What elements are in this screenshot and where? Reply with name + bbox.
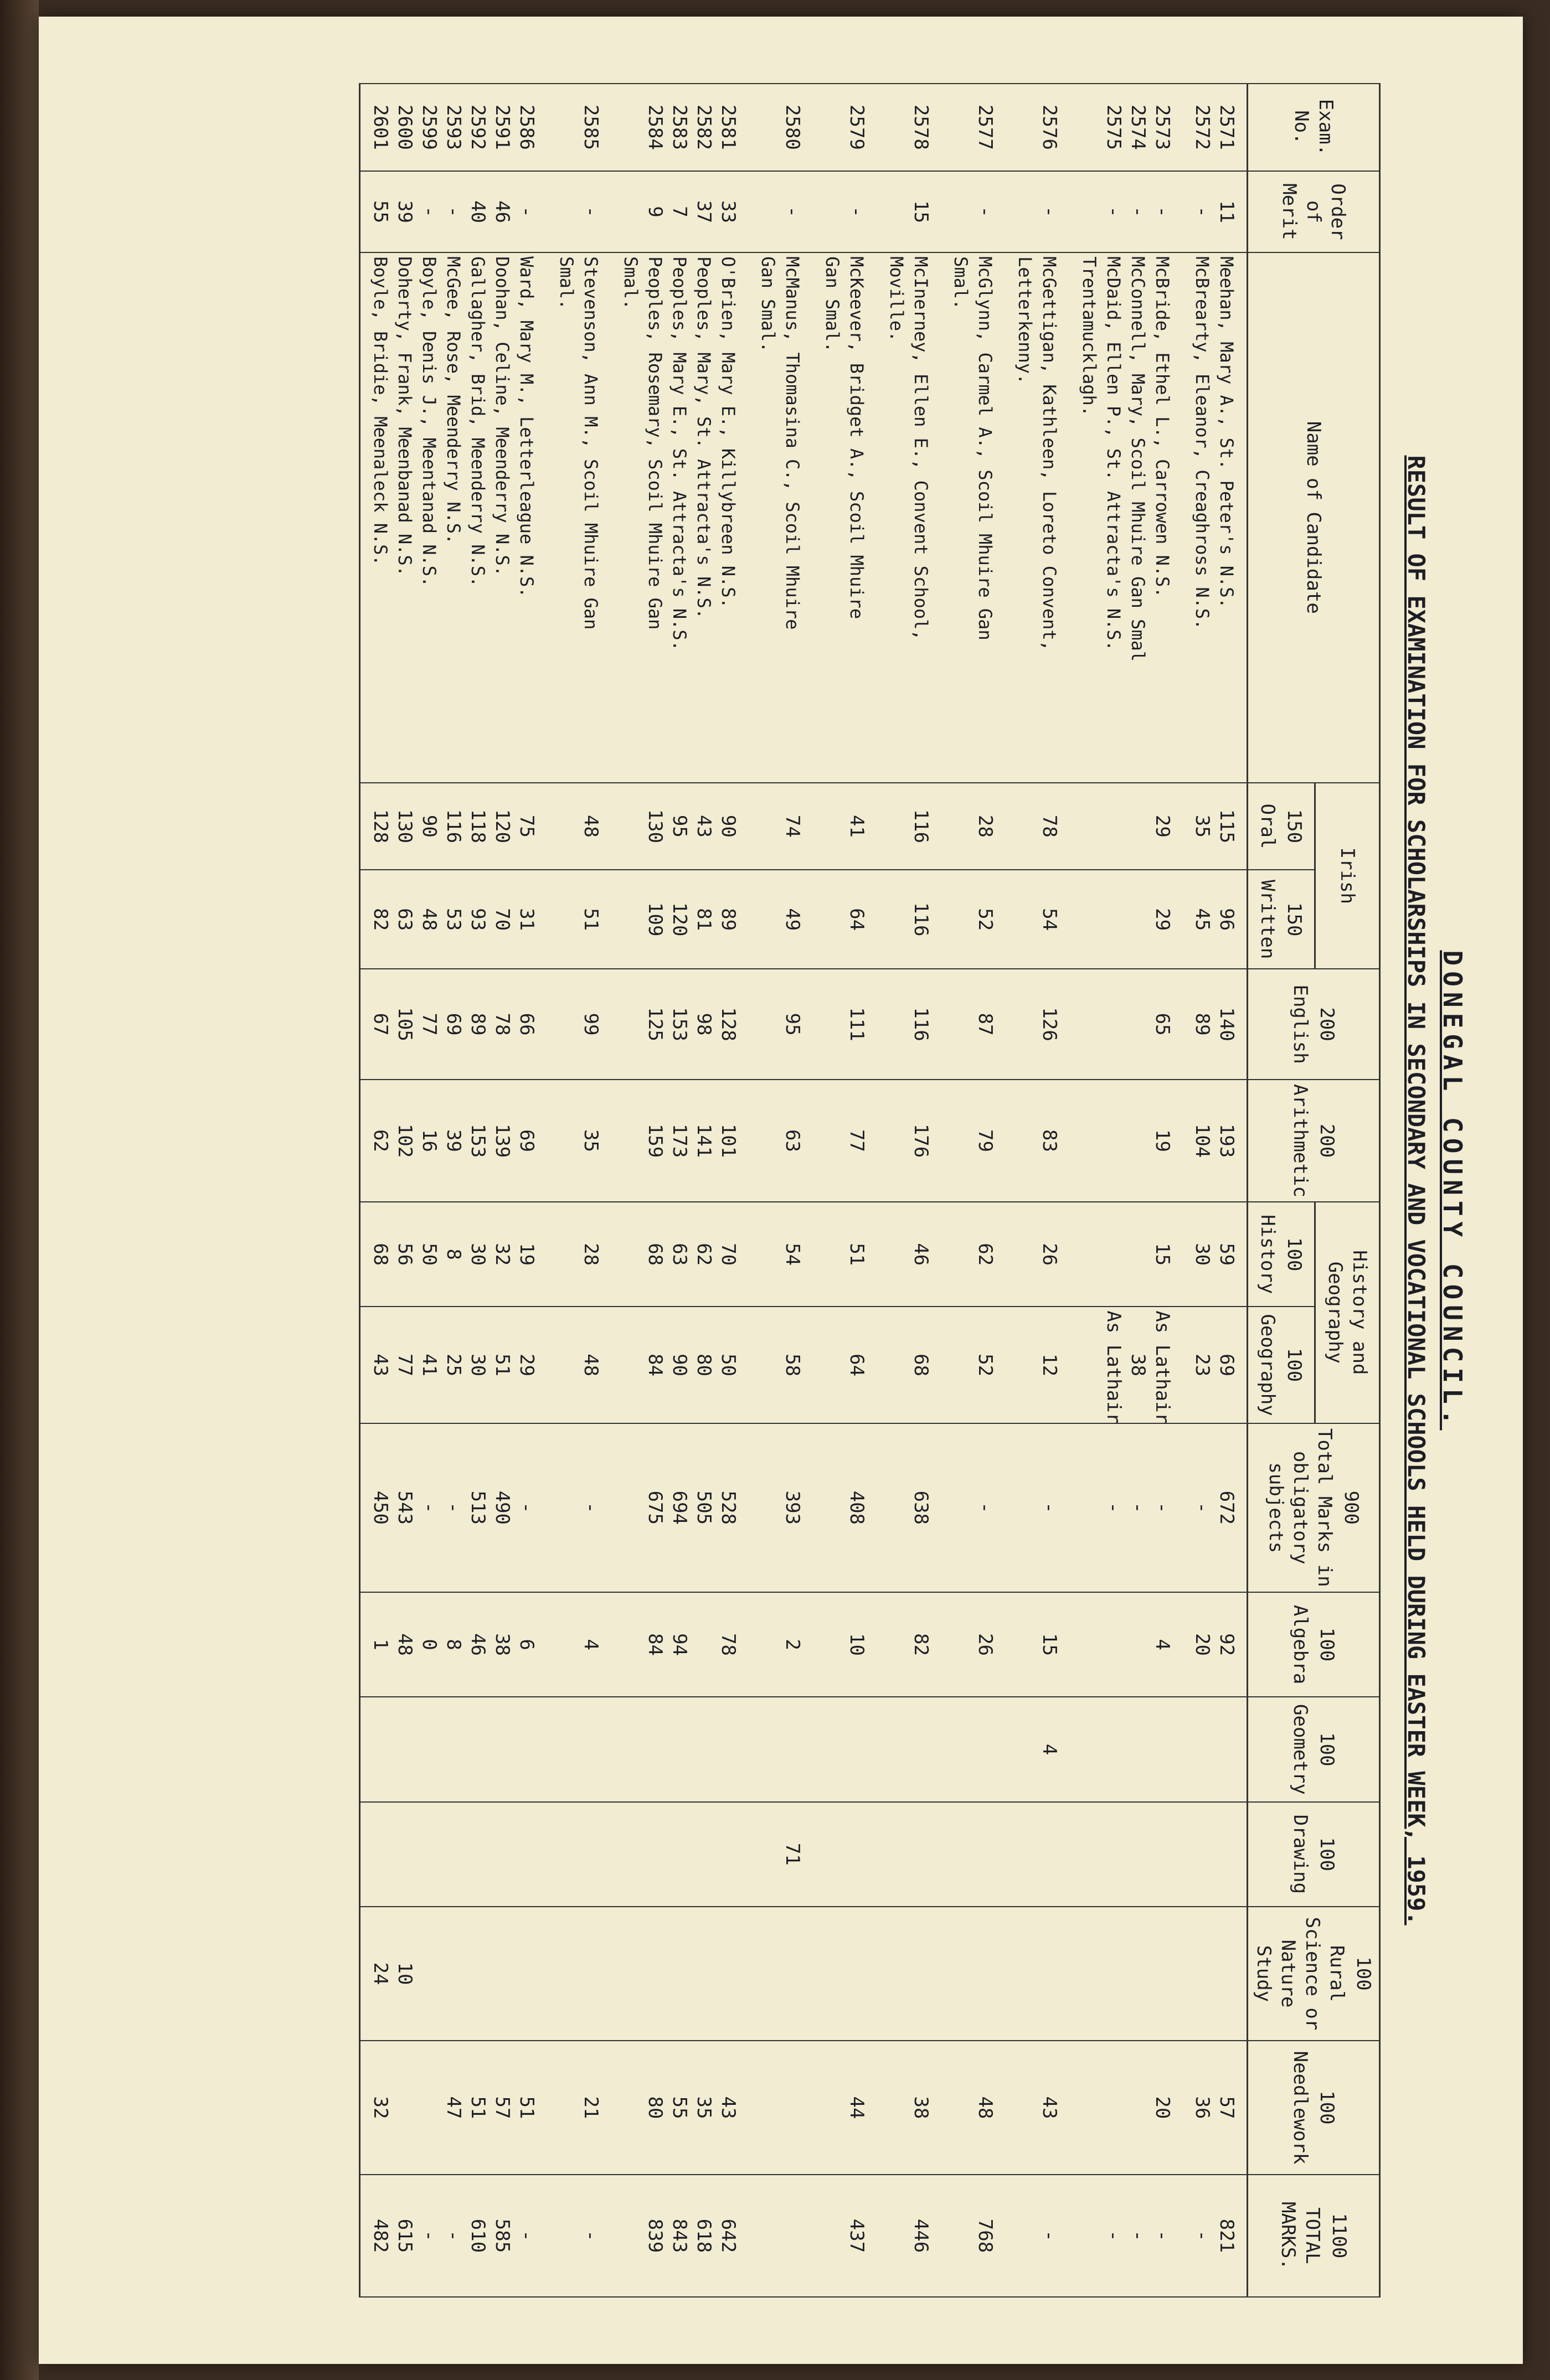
cell-english: 140 89 <box>1182 969 1248 1080</box>
cell-rural: 10 24 <box>360 1907 547 2041</box>
cell-english: 65 <box>1069 969 1182 1080</box>
cell-written: 89 81 120 109 <box>611 870 748 969</box>
cell-total_oblig: 672 - <box>1182 1423 1248 1592</box>
cell-geometry <box>360 1697 547 1801</box>
cell-algebra: 4 <box>547 1592 611 1697</box>
table-row <box>611 84 748 2297</box>
cell-exam: 2573 2574 2575 <box>1069 84 1182 171</box>
cell-english: 95 <box>748 969 812 1080</box>
cell-name: O'Brien, Mary E., Killybreen N.S. Peoples, Mary, St. Attracta's N.S. Peoples, Mary E., St. Attracta's N.S. Peoples, Rosemary, Scoil Mhuire Gan Smal. <box>611 252 748 782</box>
cell-rural <box>812 1907 877 2041</box>
cell-arith: 83 <box>1005 1080 1069 1202</box>
cell-oral: 41 <box>812 783 877 870</box>
cell-name: Ward, Mary M., Letterleague N.S. Doohan, Celine, Meenderry N.S. Gallagher, Brid, Meenderry N.S. McGee, Rose, Meenderry N.S. Boyle, Denis J., Meentanad N.S. Doherty, Frank, Meenbanad N.S. Boyle, Bridie, Meenaleck N.S. <box>360 252 547 782</box>
cell-total_oblig: - - - <box>1069 1423 1182 1592</box>
cell-name: McManus, Thomasina C., Scoil Mhuire Gan Smal. <box>748 252 812 782</box>
cell-order: - <box>812 171 877 252</box>
cell-oral: 115 35 <box>1182 783 1248 870</box>
cell-drawing: 71 <box>748 1802 812 1907</box>
cell-arith: 19 <box>1069 1080 1182 1202</box>
cell-history: 59 30 <box>1182 1202 1248 1307</box>
cell-written: 96 45 <box>1182 870 1248 969</box>
cell-exam: 2571 2572 <box>1182 84 1248 171</box>
cell-arith: 193 104 <box>1182 1080 1248 1202</box>
cell-geometry <box>941 1697 1005 1801</box>
cell-arith: 35 <box>547 1080 611 1202</box>
cell-oral: 29 <box>1069 783 1182 870</box>
cell-name: Meehan, Mary A., St. Peter's N.S. McBrearty, Eleanor, Creaghross N.S. <box>1182 252 1248 782</box>
cell-exam: 2576 <box>1005 84 1069 171</box>
cell-geo: As Lathair 38 As Lathair <box>1069 1307 1182 1423</box>
cell-arith: 101 141 173 159 <box>611 1080 748 1202</box>
cell-history: 28 <box>547 1202 611 1307</box>
cell-english: 116 <box>877 969 941 1080</box>
cell-needle: 57 36 <box>1182 2041 1248 2175</box>
cell-total_oblig: - <box>941 1423 1005 1592</box>
cell-name: McGettigan, Kathleen, Loreto Convent, Letterkenny. <box>1005 252 1069 782</box>
ledger-page <box>39 17 1523 2364</box>
cell-drawing <box>547 1802 611 1907</box>
cell-order: 11 - <box>1182 171 1248 252</box>
cell-order: - <box>941 171 1005 252</box>
col-order-of-merit: Order of Merit <box>1248 171 1380 252</box>
cell-needle: 44 <box>812 2041 877 2175</box>
cell-rural <box>611 1907 748 2041</box>
cell-drawing <box>812 1802 877 1907</box>
cell-algebra: 92 20 <box>1182 1592 1248 1697</box>
cell-rural <box>1005 1907 1069 2041</box>
council-heading: DONEGAL COUNTY COUNCIL. <box>1438 950 1467 1431</box>
cell-geo: 68 <box>877 1307 941 1423</box>
cell-rural <box>1069 1907 1182 2041</box>
cell-order: 33 37 7 9 <box>611 171 748 252</box>
cell-written: 64 <box>812 870 877 969</box>
cell-name: Stevenson, Ann M., Scoil Mhuire Gan Smal. <box>547 252 611 782</box>
cell-needle: 48 <box>941 2041 1005 2175</box>
cell-history: 26 <box>1005 1202 1069 1307</box>
cell-order: 15 <box>877 171 941 252</box>
col-arithmetic: 200 Arithmetic <box>1248 1080 1380 1202</box>
cell-oral: 28 <box>941 783 1005 870</box>
cell-oral: 90 43 95 130 <box>611 783 748 870</box>
cell-order: - <box>1005 171 1069 252</box>
col-drawing: 100 Drawing <box>1248 1802 1380 1907</box>
table-row <box>941 84 1005 2297</box>
cell-total_oblig: - <box>1005 1423 1069 1592</box>
cell-arith: 69 139 153 39 16 102 62 <box>360 1080 547 1202</box>
cell-history: 70 62 63 68 <box>611 1202 748 1307</box>
cell-rural <box>1182 1907 1248 2041</box>
col-oral: 150 Oral <box>1248 783 1315 870</box>
cell-algebra: 15 <box>1005 1592 1069 1697</box>
col-algebra: 100 Algebra <box>1248 1592 1380 1697</box>
cell-total_oblig: - <box>547 1423 611 1592</box>
cell-written: 29 <box>1069 870 1182 969</box>
table-row <box>547 84 611 2297</box>
table-row <box>812 84 877 2297</box>
cell-exam: 2581 2582 2583 2584 <box>611 84 748 171</box>
cell-written: 52 <box>941 870 1005 969</box>
cell-geo: 50 80 90 84 <box>611 1307 748 1423</box>
cell-needle: 21 <box>547 2041 611 2175</box>
cell-needle: 38 <box>877 2041 941 2175</box>
header-row-1 <box>1315 84 1379 2297</box>
cell-needle <box>748 2041 812 2175</box>
cell-total <box>748 2175 812 2297</box>
cell-written: 49 <box>748 870 812 969</box>
cell-drawing <box>1069 1802 1182 1907</box>
cell-oral: 78 <box>1005 783 1069 870</box>
cell-geometry <box>1182 1697 1248 1801</box>
cell-exam: 2579 <box>812 84 877 171</box>
table-row <box>1182 84 1248 2297</box>
cell-needle: 43 35 55 80 <box>611 2041 748 2175</box>
cell-written: 54 <box>1005 870 1069 969</box>
cell-english: 66 78 89 69 77 105 67 <box>360 969 547 1080</box>
cell-needle: 43 <box>1005 2041 1069 2175</box>
col-total-obligatory: 900 Total Marks in obligatory subjects <box>1248 1423 1380 1592</box>
cell-total_oblig: 528 505 694 675 <box>611 1423 748 1592</box>
cell-order: - <box>547 171 611 252</box>
cell-total: - <box>547 2175 611 2297</box>
col-name: Name of Candidate <box>1248 252 1380 782</box>
cell-english: 99 <box>547 969 611 1080</box>
col-needlework: 100 Needlework <box>1248 2041 1380 2175</box>
cell-geo: 58 <box>748 1307 812 1423</box>
cell-oral: 75 120 118 116 90 130 128 <box>360 783 547 870</box>
cell-name: McGlynn, Carmel A., Scoil Mhuire Gan Smal. <box>941 252 1005 782</box>
cell-algebra: 78 94 84 <box>611 1592 748 1697</box>
cell-algebra: 4 <box>1069 1592 1182 1697</box>
cell-english: 111 <box>812 969 877 1080</box>
cell-total: - <box>1005 2175 1069 2297</box>
cell-total: - - - <box>1069 2175 1182 2297</box>
cell-name: McBride, Ethel L., Carrowen N.S. McConnell, Mary, Scoil Mhuire Gan Smal McDaid, Ellen P., St. Attracta's N.S. Trentamucklagh. <box>1069 252 1182 782</box>
cell-geo: 64 <box>812 1307 877 1423</box>
table-row <box>1005 84 1069 2297</box>
cell-arith: 63 <box>748 1080 812 1202</box>
cell-order: - <box>748 171 812 252</box>
col-rural-science: 100 Rural Science or Nature Study <box>1248 1907 1380 2041</box>
cell-algebra: 10 <box>812 1592 877 1697</box>
cell-rural <box>547 1907 611 2041</box>
cell-total: 821 - <box>1182 2175 1248 2297</box>
cell-total: 768 <box>941 2175 1005 2297</box>
cell-geo: 12 <box>1005 1307 1069 1423</box>
cell-rural <box>748 1907 812 2041</box>
cell-drawing <box>1182 1802 1248 1907</box>
col-written: 150 Written <box>1248 870 1315 969</box>
cell-exam: 2586 2591 2592 2593 2599 2600 2601 <box>360 84 547 171</box>
table-row <box>1069 84 1182 2297</box>
cell-algebra: 82 <box>877 1592 941 1697</box>
results-table <box>359 83 1381 2298</box>
rotated-sheet <box>83 55 1479 2325</box>
cell-algebra: 26 <box>941 1592 1005 1697</box>
cell-arith: 77 <box>812 1080 877 1202</box>
cell-total_oblig: 393 <box>748 1423 812 1592</box>
table-row <box>748 84 812 2297</box>
cell-geometry <box>547 1697 611 1801</box>
cell-name: McInerney, Ellen E., Convent School, Moville. <box>877 252 941 782</box>
cell-history: 51 <box>812 1202 877 1307</box>
cell-geo: 52 <box>941 1307 1005 1423</box>
cell-written: 116 <box>877 870 941 969</box>
cell-oral: 48 <box>547 783 611 870</box>
cell-total_oblig: - 490 513 - - 543 450 <box>360 1423 547 1592</box>
cell-history: 15 <box>1069 1202 1182 1307</box>
cell-needle: 20 <box>1069 2041 1182 2175</box>
cell-total_oblig: 638 <box>877 1423 941 1592</box>
cell-exam: 2580 <box>748 84 812 171</box>
cell-drawing <box>941 1802 1005 1907</box>
cell-name: McKeever, Bridget A., Scoil Mhuire Gan Smal. <box>812 252 877 782</box>
cell-history: 54 <box>748 1202 812 1307</box>
cell-order: - - - <box>1069 171 1182 252</box>
table-row <box>877 84 941 2297</box>
cell-english: 128 98 153 125 <box>611 969 748 1080</box>
cell-geometry <box>877 1697 941 1801</box>
cell-geo: 69 23 <box>1182 1307 1248 1423</box>
cell-geo: 48 <box>547 1307 611 1423</box>
cell-history: 46 <box>877 1202 941 1307</box>
cell-total: - 585 610 - - 615 482 <box>360 2175 547 2297</box>
result-title: RESULT OF EXAMINATION FOR SCHOLARSHIPS IN SECONDARY AND VOCATIONAL SCHOOLS HELD DURING EASTER WEEK, 1959. <box>1403 455 1430 1925</box>
cell-geometry: 4 <box>1005 1697 1069 1801</box>
col-geography: 100 Geography <box>1248 1307 1315 1423</box>
cell-drawing <box>611 1802 748 1907</box>
cell-history: 19 32 30 8 50 56 68 <box>360 1202 547 1307</box>
cell-english: 126 <box>1005 969 1069 1080</box>
cell-geo: 29 51 30 25 41 77 43 <box>360 1307 547 1423</box>
cell-total: 642 618 843 839 <box>611 2175 748 2297</box>
cell-geometry <box>812 1697 877 1801</box>
cell-total: 446 <box>877 2175 941 2297</box>
cell-geometry <box>748 1697 812 1801</box>
cell-arith: 176 <box>877 1080 941 1202</box>
cell-rural <box>877 1907 941 2041</box>
table-row <box>360 84 547 2297</box>
book-binding <box>0 0 39 2380</box>
cell-needle: 51 57 51 47 32 <box>360 2041 547 2175</box>
cell-algebra: 6 38 46 8 0 48 1 <box>360 1592 547 1697</box>
col-history-geography: History and Geography <box>1315 1202 1379 1423</box>
cell-drawing <box>877 1802 941 1907</box>
col-total-marks: 1100 TOTAL MARKS. <box>1248 2175 1380 2297</box>
cell-oral: 116 <box>877 783 941 870</box>
cell-total_oblig: 408 <box>812 1423 877 1592</box>
col-exam-no: Exam. No. <box>1248 84 1380 171</box>
cell-exam: 2585 <box>547 84 611 171</box>
cell-geometry <box>1069 1697 1182 1801</box>
cell-exam: 2577 <box>941 84 1005 171</box>
cell-english: 87 <box>941 969 1005 1080</box>
cell-written: 31 70 93 53 48 63 82 <box>360 870 547 969</box>
cell-order: - 46 40 - - 39 55 <box>360 171 547 252</box>
col-irish: Irish <box>1315 783 1379 969</box>
results-body <box>360 84 1248 2297</box>
cell-drawing <box>360 1802 547 1907</box>
cell-algebra: 2 <box>748 1592 812 1697</box>
cell-total: 437 <box>812 2175 877 2297</box>
col-geometry: 100 Geometry <box>1248 1697 1380 1801</box>
cell-drawing <box>1005 1802 1069 1907</box>
cell-history: 62 <box>941 1202 1005 1307</box>
cell-geometry <box>611 1697 748 1801</box>
cell-oral: 74 <box>748 783 812 870</box>
cell-rural <box>941 1907 1005 2041</box>
col-history: 100 History <box>1248 1202 1315 1307</box>
cell-written: 51 <box>547 870 611 969</box>
cell-arith: 79 <box>941 1080 1005 1202</box>
col-english: 200 English <box>1248 969 1380 1080</box>
cell-exam: 2578 <box>877 84 941 171</box>
